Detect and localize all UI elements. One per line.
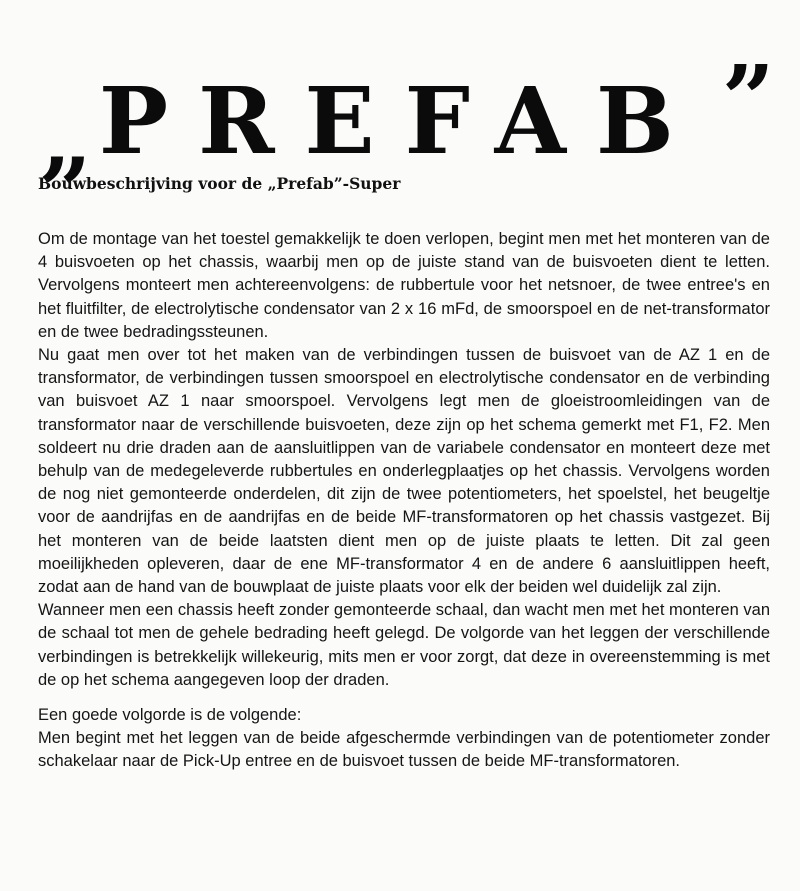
- document-body: [38, 228, 770, 774]
- title-word: PREFAB: [98, 67, 704, 175]
- paragraph: Wanneer men een chassis heeft zonder gemonteerde schaal, dan wacht men met het monteren van de schaal tot men de gehele bedrading heeft gelegd. De volgorde van het leggen der verschillende verbindingen is betrekkelijk willekeurig, mits men er voor zorgt, dat deze in overeenstemming is met de op het schema aangegeven loop der draden.: [38, 601, 770, 689]
- paragraph: Men begint met het leggen van de beide afgeschermde verbindingen van de potentiometer zonder schakelaar naar de Pick-Up entree en de buisvoet tussen de beide MF-transformatoren.: [38, 729, 770, 771]
- title-close-quote: ”: [721, 45, 767, 153]
- paragraph: Een goede volgorde is de volgende:: [38, 706, 302, 725]
- document-subtitle: Bouwbeschrijving voor de „Prefab”-Super: [38, 174, 401, 193]
- document-title: [40, 44, 780, 194]
- title-open-quote: „: [40, 85, 85, 193]
- paragraph: Nu gaat men over tot het maken van de verbindingen tussen de buisvoet van de AZ 1 en de transformator, de verbindingen tussen smoorspoel en electrolytische condensator en de verbinding van buisvoet AZ 1 naar smoorspoel. Vervolgens legt men de gloeistroomleidingen van de transformator naar de verschillende buisvoeten, deze zijn op het schema gemerkt met F1, F2. Men soldeert nu drie draden aan de aansluitlippen van de variabele condensator en monteert deze met behulp van de medegeleverde rubbertules en onderlegplaatjes op het chassis. Vervolgens worden de nog niet gemonteerde onderdelen, dit zijn de twee potentiometers, het spoelstel, het beugeltje voor de aandrijfas en de aandrijfas en de beide MF-transformatoren op het chassis vastgezet. Bij het monteren van de beide laatsten dient men op de juiste plaats te letten. Dit zal geen moeilijkheden opleveren, daar de ene MF-transformator 4 en de andere 6 aansluitlippen heeft, zodat aan de hand van de bouwplaat de juiste plaats voor elk der beiden wel duidelijk zal zijn.: [38, 346, 770, 597]
- paragraph: Om de montage van het toestel gemakkelijk te doen verlopen, begint men met het monteren van de 4 buisvoeten op het chassis, waarbij men op de juiste stand van de buisvoeten dient te letten. Vervolgens monteert men achtereenvolgens: de rubbertule voor het netsnoer, de twee entree's en het fluitfilter, de electrolytische condensator van 2 x 16 mFd, de smoorspoel en de net-transformator en de twee bedradingssteunen.: [38, 230, 770, 341]
